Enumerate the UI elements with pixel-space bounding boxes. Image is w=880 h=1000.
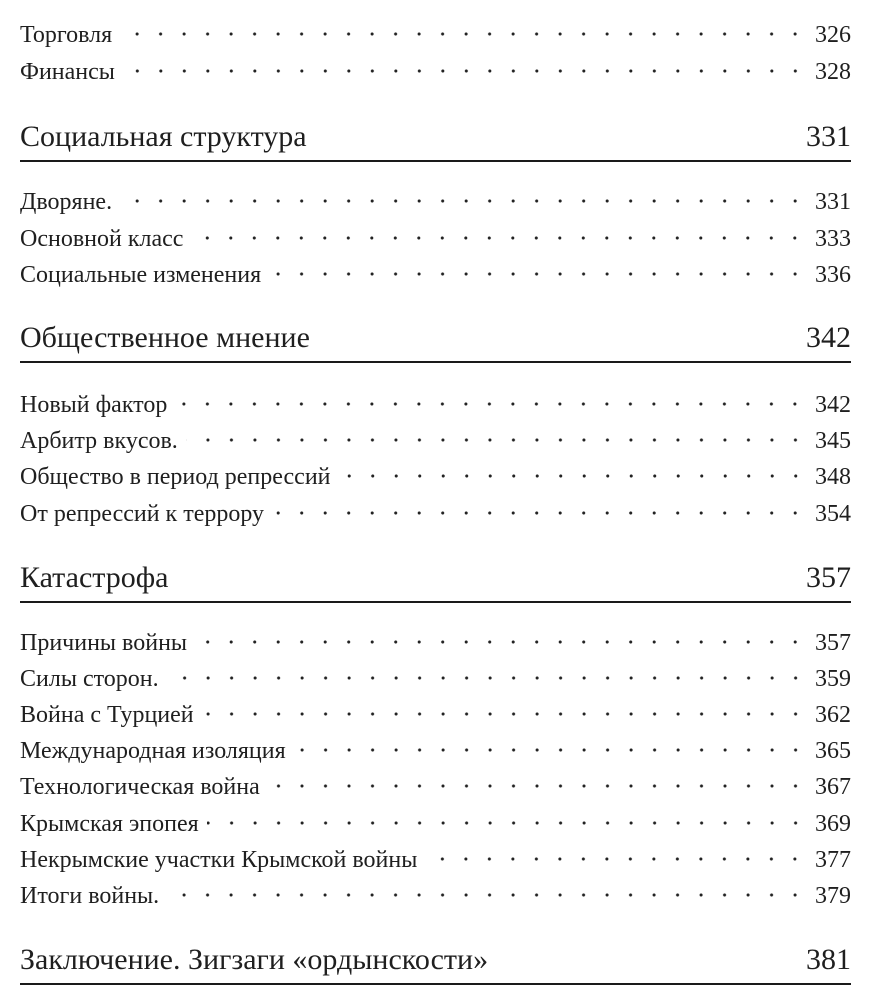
chapter-page: 381 (806, 943, 851, 976)
dot-leader (116, 179, 811, 209)
toc-entry-title: Силы сторон. (20, 666, 159, 692)
toc-chapter-public-opinion[interactable] (20, 315, 851, 363)
dot-leader (171, 382, 811, 412)
chapter-page: 357 (806, 561, 851, 594)
toc-entry-page: 336 (815, 262, 851, 288)
toc-entry-repressions-to-terror[interactable] (20, 491, 851, 527)
dot-leader (163, 873, 811, 903)
toc-entry-title: Международная изоляция (20, 738, 286, 764)
toc-entry-title: Социальные изменения (20, 262, 262, 288)
toc-entry-page: 333 (815, 226, 851, 252)
toc-chapter-conclusion[interactable] (20, 937, 851, 985)
toc-entry-page: 348 (815, 464, 851, 490)
toc-entry-title: Некрымские участки Крымской войны (20, 847, 418, 873)
toc-entry-title: Финансы (20, 59, 115, 85)
toc-entry-war-causes[interactable] (20, 620, 851, 656)
toc-entry-page: 342 (815, 392, 851, 418)
dot-leader (198, 692, 811, 722)
toc-entry-title: Общество в период репрессий (20, 464, 331, 490)
toc-entry-page: 379 (815, 883, 851, 909)
toc-entry-war-results[interactable] (20, 873, 851, 909)
toc-chapter-social-structure[interactable] (20, 114, 851, 162)
toc-entry-title: Новый фактор (20, 392, 168, 418)
toc-entry-title: Причины войны (20, 630, 188, 656)
chapter-title: Общественное мнение (20, 321, 310, 354)
dot-leader (191, 620, 811, 650)
toc-entry-trade[interactable] (20, 12, 851, 48)
toc-entry-title: Война с Турцией (20, 702, 194, 728)
toc-entry-title: Итоги войны. (20, 883, 160, 909)
dot-leader (335, 454, 811, 484)
toc-entry-page: 369 (815, 811, 851, 837)
toc-entry-page: 357 (815, 630, 851, 656)
dot-leader (116, 12, 811, 42)
toc-entry-technological-war[interactable] (20, 764, 851, 800)
toc-entry-war-with-turkey[interactable] (20, 692, 851, 728)
toc-entry-main-class[interactable] (20, 216, 851, 252)
toc-entry-title: Арбитр вкусов. (20, 428, 178, 454)
toc-chapter-catastrophe[interactable] (20, 555, 851, 603)
toc-entry-title: Крымская эпопея (20, 811, 199, 837)
toc-entry-page: 345 (815, 428, 851, 454)
toc-entry-page: 359 (815, 666, 851, 692)
chapter-title: Катастрофа (20, 561, 169, 594)
dot-leader (268, 491, 811, 521)
toc-entry-title: Основной класс (20, 226, 184, 252)
toc-entry-page: 354 (815, 501, 851, 527)
chapter-title: Социальная структура (20, 120, 307, 153)
dot-leader (421, 837, 811, 867)
toc-entry-title: Технологическая война (20, 774, 260, 800)
toc-entry-page: 331 (815, 189, 851, 215)
toc-entry-page: 362 (815, 702, 851, 728)
toc-entry-non-crimean-fronts[interactable] (20, 837, 851, 873)
toc-entry-arbiter-of-taste[interactable] (20, 418, 851, 454)
toc-entry-title: От репрессий к террору (20, 501, 265, 527)
chapter-page: 331 (806, 120, 851, 153)
toc-entry-page: 377 (815, 847, 851, 873)
dot-leader (163, 656, 811, 686)
toc-entry-page: 328 (815, 59, 851, 85)
dot-leader (290, 728, 811, 758)
toc-entry-society-repressions[interactable] (20, 454, 851, 490)
toc-entry-crimean-epic[interactable] (20, 801, 851, 837)
dot-leader (119, 49, 811, 79)
toc-entry-title: Торговля (20, 22, 113, 48)
toc-entry-finance[interactable] (20, 49, 851, 85)
dot-leader (182, 418, 811, 448)
toc-entry-page: 367 (815, 774, 851, 800)
dot-leader (203, 801, 811, 831)
toc-entry-social-changes[interactable] (20, 252, 851, 288)
toc-entry-international-isolation[interactable] (20, 728, 851, 764)
dot-leader (264, 764, 811, 794)
toc-entry-page: 365 (815, 738, 851, 764)
chapter-title: Заключение. Зигзаги «ордынскости» (20, 943, 489, 976)
toc-entry-forces[interactable] (20, 656, 851, 692)
toc-entry-new-factor[interactable] (20, 382, 851, 418)
toc-entry-nobles[interactable] (20, 179, 851, 215)
dot-leader (187, 216, 811, 246)
toc-entry-title: Дворяне. (20, 189, 113, 215)
toc-entry-page: 326 (815, 22, 851, 48)
chapter-page: 342 (806, 321, 851, 354)
dot-leader (265, 252, 811, 282)
